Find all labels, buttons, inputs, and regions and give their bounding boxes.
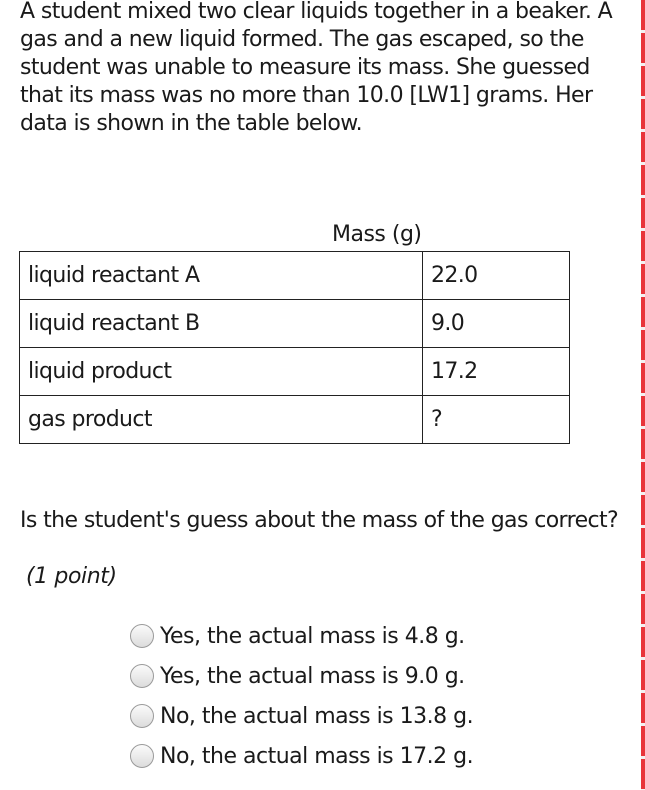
data-table (19, 251, 570, 444)
row-label: liquid reactant B (20, 300, 423, 348)
row-mass: 22.0 (423, 252, 570, 300)
table-row (20, 348, 570, 396)
question-text: Is the student's guess about the mass of the gas correct? (20, 508, 619, 533)
row-label: gas product (20, 396, 423, 444)
radio-button[interactable] (130, 624, 154, 648)
answer-label: Yes, the actual mass is 4.8 g. (160, 623, 465, 649)
table-row (20, 396, 570, 444)
table-row (20, 300, 570, 348)
radio-button[interactable] (130, 744, 154, 768)
radio-button[interactable] (130, 664, 154, 688)
answer-label: No, the actual mass is 17.2 g. (160, 743, 474, 769)
intro-paragraph: A student mixed two clear liquids together in a beaker. A gas and a new liquid formed. The gas escaped, so the student was unable to measure its mass. She guessed that its mass was no more than 10.0 [LW1] grams. Her data is shown in the table below. (20, 0, 613, 136)
point-value: (1 point) (26, 564, 117, 589)
radio-button[interactable] (130, 704, 154, 728)
row-label: liquid reactant A (20, 252, 423, 300)
row-mass: 17.2 (423, 348, 570, 396)
mass-column-header: Mass (g) (332, 222, 422, 247)
row-mass: 9.0 (423, 300, 570, 348)
answer-options (130, 616, 473, 776)
answer-option-1[interactable] (130, 616, 473, 656)
answer-option-3[interactable] (130, 696, 473, 736)
row-label: liquid product (20, 348, 423, 396)
red-edge-bar (641, 0, 645, 790)
row-mass: ? (423, 396, 570, 444)
answer-label: Yes, the actual mass is 9.0 g. (160, 663, 465, 689)
answer-option-2[interactable] (130, 656, 473, 696)
table-row (20, 252, 570, 300)
answer-option-4[interactable] (130, 736, 473, 776)
answer-label: No, the actual mass is 13.8 g. (160, 703, 474, 729)
